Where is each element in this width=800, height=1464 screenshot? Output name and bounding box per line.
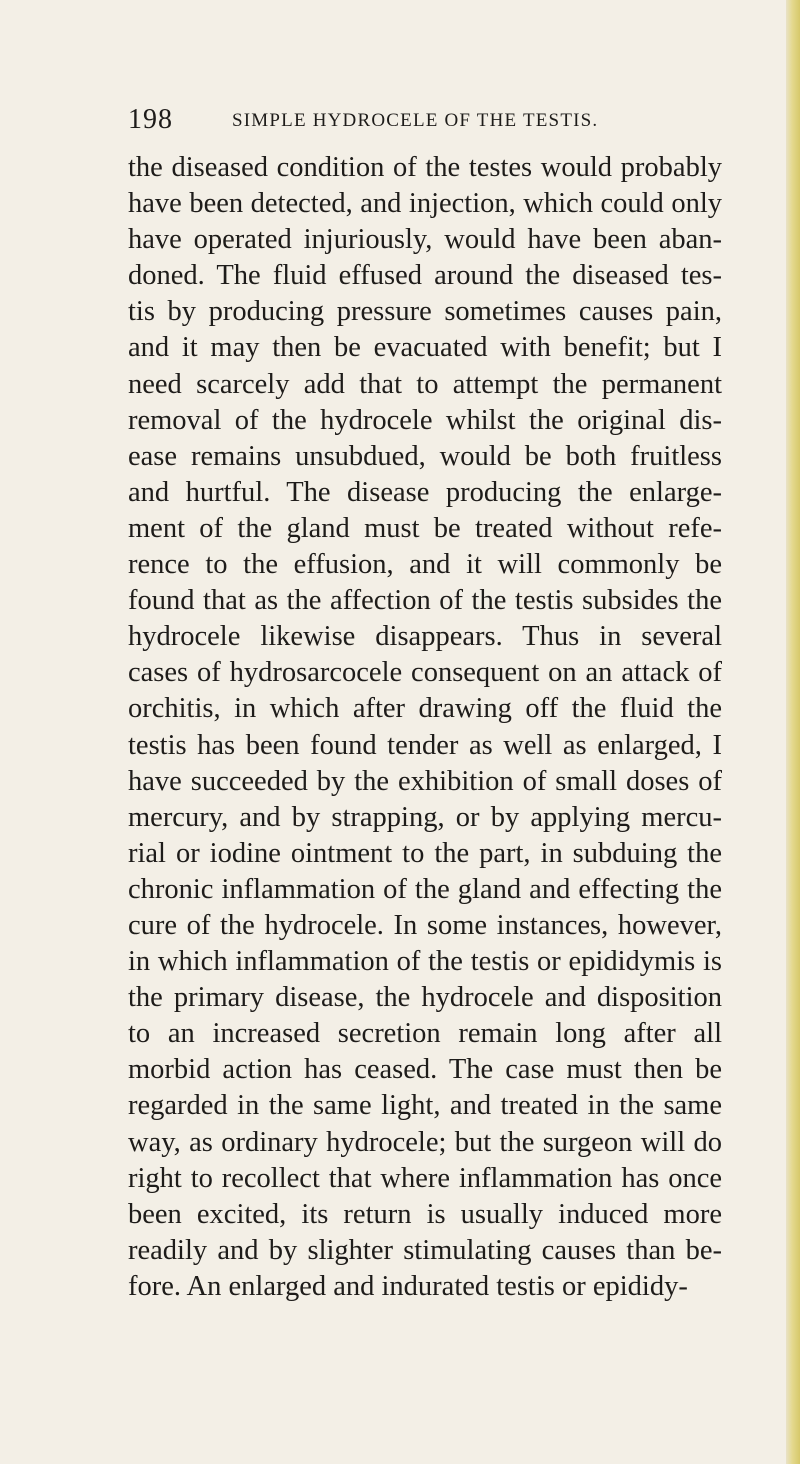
text-line: the diseased condition of the testes would probably [128, 152, 722, 183]
text-line: orchitis, in which after drawing off the fluid the [128, 693, 722, 725]
text-line: have operated injuriously, would have been aban- [128, 224, 722, 256]
text-line: need scarcely add that to attempt the permanent [128, 368, 722, 400]
text-line: doned. The fluid effused around the diseased tes- [128, 260, 722, 292]
page-number: 198 [128, 104, 173, 135]
text-line: testis has been found tender as well as enlarged, I [128, 729, 722, 761]
text-line: readily and by slighter stimulating causes than be- [128, 1234, 722, 1266]
text-line: in which inflammation of the testis or epididymis is [128, 946, 722, 978]
text-line: have succeeded by the exhibition of small doses of [128, 765, 722, 797]
text-line: regarded in the same light, and treated in the same [128, 1090, 722, 1122]
text-line: found that as the affection of the testis subsides the [128, 585, 722, 617]
text-line: way, as ordinary hydrocele; but the surgeon will do [128, 1126, 722, 1158]
text-line: been excited, its return is usually induced more [128, 1198, 722, 1230]
text-line: chronic inflammation of the gland and effecting the [128, 873, 722, 905]
running-head [128, 104, 688, 134]
text-line: cases of hydrosarcocele consequent on an attack of [128, 657, 722, 689]
running-title: SIMPLE HYDROCELE OF THE TESTIS. [232, 110, 599, 131]
page-edge [786, 0, 800, 1464]
text-line: rence to the effusion, and it will commonly be [128, 549, 722, 581]
body-text [128, 150, 722, 1305]
text-line: and hurtful. The disease producing the enlarge- [128, 476, 722, 508]
text-line: to an increased secretion remain long after all [128, 1018, 722, 1050]
text-line: fore. An enlarged and indurated testis or epididy- [128, 1270, 688, 1302]
text-line: hydrocele likewise disappears. Thus in several [128, 621, 722, 653]
text-line: mercury, and by strapping, or by applying mercu- [128, 801, 722, 833]
text-line: the primary disease, the hydrocele and disposition [128, 982, 722, 1014]
text-line: rial or iodine ointment to the part, in subduing the [128, 837, 722, 869]
text-line: removal of the hydrocele whilst the original dis- [128, 404, 722, 436]
text-line: and it may then be evacuated with benefit; but I [128, 332, 722, 364]
text-line: morbid action has ceased. The case must then be [128, 1054, 722, 1086]
text-line: right to recollect that where inflammation has once [128, 1162, 722, 1194]
text-line: ment of the gland must be treated without refe- [128, 512, 722, 544]
text-line: have been detected, and injection, which could only [128, 188, 722, 220]
text-line: tis by producing pressure sometimes causes pain, [128, 296, 722, 328]
text-line: ease remains unsubdued, would be both fruitless [128, 440, 722, 472]
text-line: cure of the hydrocele. In some instances, however, [128, 909, 722, 941]
